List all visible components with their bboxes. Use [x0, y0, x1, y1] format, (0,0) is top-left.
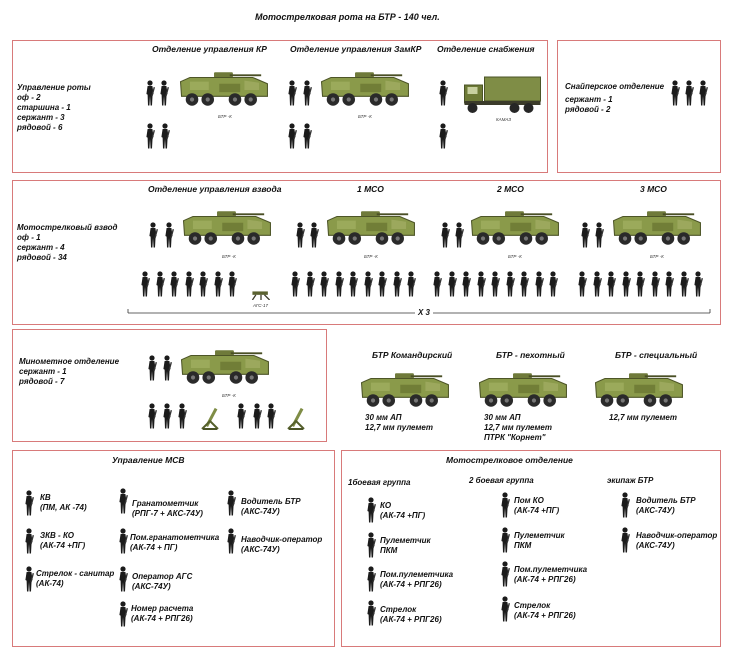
- btr-inf-weapons: [484, 413, 552, 443]
- weapon-line: ПТРК "Корнет": [484, 433, 546, 442]
- msv-zkv: [40, 531, 85, 551]
- g1-ko: [380, 501, 425, 521]
- g3-drv: [636, 496, 696, 516]
- weapon-line: 12,7 мм пулемет: [609, 413, 677, 422]
- soldier-icon: [500, 561, 510, 587]
- btr-label: БТР -К: [222, 393, 236, 398]
- soldier-icon: [500, 492, 510, 518]
- role-name: Наводчик-оператор: [636, 531, 718, 540]
- mgmt-line: старшина - 1: [17, 103, 71, 112]
- g1-str: [380, 605, 442, 625]
- role-name: Стрелок - санитар: [36, 569, 115, 578]
- mgmt-line: рядовой - 6: [17, 123, 63, 132]
- mortar-line: сержант - 1: [19, 367, 67, 376]
- g2-pul: [514, 531, 565, 551]
- mso1-label: 1 МСО: [357, 184, 384, 194]
- mgmt-line: сержант - 3: [17, 113, 65, 122]
- soldier-icon: [118, 566, 128, 592]
- role-weapon: (АК-74 + РПГ26): [514, 611, 576, 620]
- soldier-icon: [366, 532, 376, 558]
- soldier-icon: [24, 528, 34, 554]
- role-weapon: (АК-74): [36, 579, 64, 588]
- role-name: Водитель БТР: [636, 496, 696, 505]
- role-name: Стрелок: [380, 605, 417, 614]
- mortar-icon: [200, 405, 220, 431]
- squad-title: Мотострелковое отделение: [446, 455, 573, 465]
- g2-pom: [514, 565, 587, 585]
- ags-label: АГС-17: [253, 303, 269, 308]
- btr-icon: [178, 345, 273, 389]
- soldier-icon: [118, 528, 128, 554]
- soldier-icon: [620, 527, 630, 553]
- btr-cmd-weapons: [365, 413, 433, 433]
- role-name: Пулеметчик: [380, 536, 431, 545]
- soldier-icon: [162, 403, 172, 429]
- soldier-icon: [236, 403, 246, 429]
- role-weapon: (ПМ, АК -74): [40, 503, 87, 512]
- btr-spec-title: БТР - специальный: [615, 350, 698, 360]
- mso3-label: 3 МСО: [640, 184, 667, 194]
- role-weapon: (АКС-74У): [132, 582, 171, 591]
- platoon-line: Мотострелковый взвод: [17, 223, 118, 232]
- soldier-icon: [620, 492, 630, 518]
- btr-inf-title: БТР - пехотный: [496, 350, 565, 360]
- g3-gun: [636, 531, 717, 551]
- msv-pom-gran: [130, 533, 219, 553]
- role-name: Номер расчета: [131, 604, 194, 613]
- btr-cmd-title: БТР Командирский: [372, 350, 453, 360]
- msv-nomer: [131, 604, 193, 624]
- g1-pul: [380, 536, 431, 556]
- soldier-icon: [177, 403, 187, 429]
- role-weapon: (АКС-74У): [241, 507, 280, 516]
- role-weapon: (АК-74 +ПГ): [40, 541, 86, 550]
- soldier-icon: [118, 488, 128, 514]
- btr-label: БТР -К: [650, 254, 664, 259]
- role-weapon: ПКМ: [380, 546, 398, 555]
- role-weapon: (АК-74 + РПГ26): [514, 575, 576, 584]
- supply-label: Отделение снабжения: [437, 44, 535, 54]
- g1-title: 1боевая группа: [348, 478, 411, 487]
- role-weapon: (АК-74 +ПГ): [380, 511, 426, 520]
- btr-spec-weapons: [609, 413, 677, 423]
- soldier-icon: [366, 497, 376, 523]
- role-weapon: (АК-74 + РПГ26): [131, 614, 193, 623]
- role-name: Пом.пулеметчика: [514, 565, 588, 574]
- msv-kv: [40, 493, 87, 513]
- soldier-icon: [24, 490, 34, 516]
- soldier-icon: [366, 600, 376, 626]
- role-name: Пом.гранатометчика: [130, 533, 220, 542]
- platoon-hq-label: Отделение управления взвода: [148, 184, 282, 194]
- weapon-line: 12,7 мм пулемет: [365, 423, 433, 432]
- role-name: Оператор АГС: [132, 572, 193, 581]
- mortar-line: рядовой - 7: [19, 377, 65, 386]
- role-weapon: (АК-74 + РПГ26): [380, 615, 442, 624]
- role-name: ЗКВ - КО: [40, 531, 74, 540]
- soldier-icon: [118, 601, 128, 627]
- btr-cmd-icon: [358, 368, 453, 412]
- msv-gunner: [241, 535, 322, 555]
- platoon-line: сержант - 4: [17, 243, 65, 252]
- soldier-icon: [500, 596, 510, 622]
- page-title: Мотострелковая рота на БТР - 140 чел.: [255, 12, 440, 22]
- role-name: КВ: [40, 493, 51, 502]
- soldier-icon: [147, 355, 157, 381]
- soldier-icon: [162, 355, 172, 381]
- msv-strelok: [36, 569, 114, 589]
- weapon-line: 30 мм АП: [484, 413, 521, 422]
- weapon-line: 30 мм АП: [365, 413, 402, 422]
- role-weapon: (АК-74 +ПГ): [514, 506, 560, 515]
- soldier-icon: [147, 403, 157, 429]
- role-weapon: (АК-74 + ПГ): [130, 543, 178, 552]
- btr-label: БТР -К: [358, 114, 372, 119]
- mgmt-line: оф - 2: [17, 93, 41, 102]
- company-hq-label: Отделение управления КР: [152, 44, 267, 54]
- btr-spec-icon: [592, 368, 687, 412]
- sniper-line: сержант - 1: [565, 95, 613, 104]
- mortar-text: [19, 357, 119, 387]
- g1-pom: [380, 570, 453, 590]
- mortar-icon: [286, 405, 306, 431]
- btr-label: БТР -К: [222, 254, 236, 259]
- role-weapon: ПКМ: [514, 541, 532, 550]
- role-name: Стрелок: [514, 601, 551, 610]
- role-name: Пом КО: [514, 496, 544, 505]
- role-weapon: (АКС-74У): [241, 545, 280, 554]
- g2-title: 2 боевая группа: [469, 476, 534, 485]
- btr-label: БТР -К: [218, 114, 232, 119]
- soldier-icon: [500, 527, 510, 553]
- role-name: Гранатометчик: [132, 499, 199, 508]
- soldier-icon: [226, 528, 236, 554]
- mso2-label: 2 МСО: [497, 184, 524, 194]
- soldier-icon: [266, 403, 276, 429]
- g3-title: экипаж БТР: [607, 476, 654, 485]
- soldier-icon: [252, 403, 262, 429]
- msv-oper-ags: [132, 572, 192, 592]
- role-weapon: (РПГ-7 + АКС-74У): [132, 509, 203, 518]
- soldier-icon: [226, 490, 236, 516]
- msv-title: Управление МСВ: [112, 455, 185, 465]
- role-weapon: (АК-74 + РПГ26): [380, 580, 442, 589]
- weapon-line: 12,7 мм пулемет: [484, 423, 552, 432]
- msv-gran: [132, 499, 203, 519]
- soldier-icon: [24, 566, 34, 592]
- sniper-line: рядовой - 2: [565, 105, 611, 114]
- role-weapon: (АКС-74У): [636, 541, 675, 550]
- mortar-line: Минометное отделение: [19, 357, 120, 366]
- g2-ko: [514, 496, 559, 516]
- soldier-icon: [366, 566, 376, 592]
- role-name: Пулеметчик: [514, 531, 565, 540]
- platoon-line: рядовой - 34: [17, 253, 67, 262]
- company-dep-label: Отделение управления ЗамКР: [290, 44, 422, 54]
- role-name: Водитель БТР: [241, 497, 301, 506]
- role-weapon: (АКС-74У): [636, 506, 675, 515]
- truck-label: КАМАЗ: [496, 117, 511, 122]
- x3-label: Х 3: [415, 308, 433, 318]
- role-name: Пом.пулеметчика: [380, 570, 454, 579]
- msv-driver: [241, 497, 301, 517]
- btr-label: БТР -К: [508, 254, 522, 259]
- role-name: КО: [380, 501, 392, 510]
- sniper-title: Снайперское отделение: [565, 82, 665, 91]
- platoon-line: оф - 1: [17, 233, 41, 242]
- role-name: Наводчик-оператор: [241, 535, 323, 544]
- g2-str: [514, 601, 576, 621]
- mgmt-line: Управление роты: [17, 83, 91, 92]
- btr-label: БТР -К: [364, 254, 378, 259]
- btr-inf-icon: [476, 368, 571, 412]
